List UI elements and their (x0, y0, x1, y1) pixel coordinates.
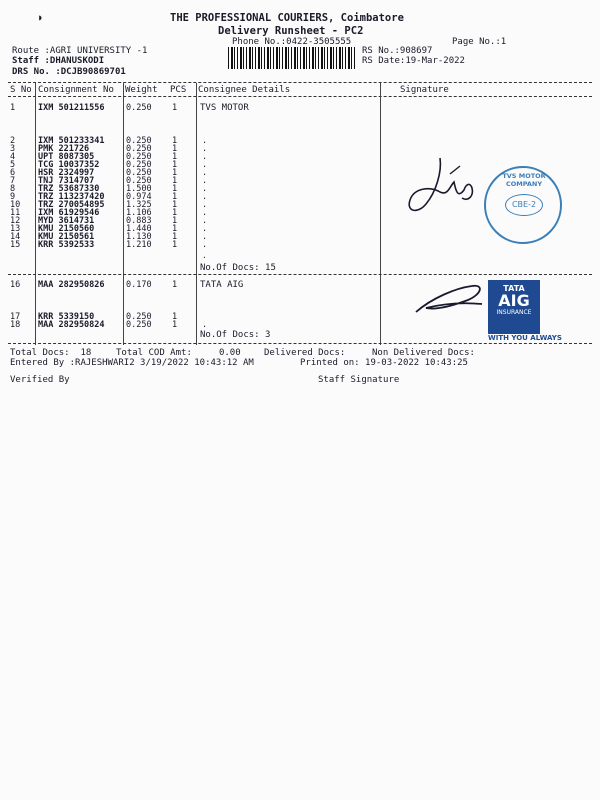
page-number: Page No.:1 (452, 37, 507, 47)
consignment-no: HSR 2324997 (38, 168, 95, 178)
consignment-no: PMK 221726 (38, 144, 90, 154)
pcs: 1 (172, 216, 178, 226)
consignment-no: KRR 5339150 (38, 312, 95, 322)
consignment-no: MAA 282950826 (38, 280, 105, 290)
sno: 13 (10, 224, 21, 234)
divider (8, 82, 592, 83)
weight: 1.440 (126, 224, 152, 234)
weight: 1.500 (126, 184, 152, 194)
pcs: 1 (172, 176, 178, 186)
sno: 7 (10, 176, 16, 186)
sno: 15 (10, 240, 21, 250)
consignment-no: KRR 5392533 (38, 240, 95, 250)
staff-signature: Staff Signature (318, 375, 400, 385)
dot: . (202, 216, 208, 226)
col-consignment: Consignment No (38, 85, 114, 95)
consignment-no: TNJ 7314707 (38, 176, 95, 186)
col-line (123, 83, 124, 345)
logo-mark: ◗ (38, 13, 43, 22)
pcs: 1 (172, 160, 178, 170)
col-line (196, 83, 197, 345)
weight: 0.250 (126, 176, 152, 186)
sno: 4 (10, 152, 16, 162)
divider (8, 96, 592, 97)
phone-number: Phone No.:0422-3505555 (232, 37, 352, 47)
aig-brand: TATA (503, 284, 525, 293)
weight: 0.974 (126, 192, 152, 202)
stamp-center: CBE-2 (505, 194, 543, 216)
col-line (35, 83, 36, 345)
pcs: 1 (172, 192, 178, 202)
stamp-text: TVS MOTOR COMPANY (502, 172, 546, 188)
pcs: 1 (172, 208, 178, 218)
weight: 0.250 (126, 320, 152, 330)
dot: . (202, 251, 207, 260)
weight: 0.250 (126, 144, 152, 154)
dot: . (202, 144, 208, 154)
dot: . (202, 192, 208, 202)
total-docs: Total Docs: 18 (10, 348, 92, 358)
total-cod: Total COD Amt: 0.00 (116, 348, 241, 358)
signature-tvs (400, 152, 490, 222)
dot: . (202, 320, 208, 330)
printed-on: Printed on: 19-03-2022 10:43:25 (300, 358, 468, 368)
dot: . (202, 224, 208, 234)
dot: . (202, 160, 208, 170)
dot: . (202, 136, 208, 146)
col-line (380, 83, 381, 345)
signature-tata (412, 282, 492, 322)
pcs: 1 (172, 280, 178, 290)
divider (8, 274, 592, 275)
non-delivered-docs: Non Delivered Docs: (372, 348, 475, 358)
consignment-no: MAA 282950824 (38, 320, 105, 330)
no-of-docs: No.Of Docs: 15 (200, 263, 276, 273)
consignment-no: KMU 2150561 (38, 232, 95, 242)
sno: 14 (10, 232, 21, 242)
dot: . (202, 232, 208, 242)
col-weight: Weight (125, 85, 158, 95)
weight: 0.250 (126, 103, 152, 113)
col-consignee: Consignee Details (198, 85, 291, 95)
weight: 1.210 (126, 240, 152, 250)
barcode (228, 47, 356, 69)
consignment-no: IXM 501233341 (38, 136, 105, 146)
dot: . (202, 208, 208, 218)
sno: 12 (10, 216, 21, 226)
document-title: Delivery Runsheet - PC2 (218, 25, 364, 37)
rs-number: RS No.:908697 (362, 46, 433, 56)
sno: 11 (10, 208, 21, 218)
pcs: 1 (172, 152, 178, 162)
pcs: 1 (172, 224, 178, 234)
weight: 0.250 (126, 152, 152, 162)
consignment-no: TCG 10037352 (38, 160, 100, 170)
entered-by: Entered By :RAJESHWARI2 3/19/2022 10:43:12 AM (10, 358, 254, 368)
rs-date: RS Date:19-Mar-2022 (362, 56, 465, 66)
dot: . (202, 168, 208, 178)
pcs: 1 (172, 240, 178, 250)
consignment-no: TRZ 270054895 (38, 200, 105, 210)
consignment-no: IXM 501211556 (38, 103, 105, 113)
sno: 16 (10, 280, 21, 290)
sno: 18 (10, 320, 21, 330)
sno: 10 (10, 200, 21, 210)
sno: 6 (10, 168, 16, 178)
sno: 2 (10, 136, 16, 146)
weight: 1.106 (126, 208, 152, 218)
consignment-no: MYD 3614731 (38, 216, 95, 226)
drs-number: DRS No. :DCJB90869701 (12, 67, 126, 77)
aig-tagline: WITH YOU ALWAYS (488, 334, 562, 342)
consignee-name: TATA AIG (200, 280, 244, 290)
weight: 0.170 (126, 280, 152, 290)
pcs: 1 (172, 136, 178, 146)
pcs: 1 (172, 232, 178, 242)
weight: 1.130 (126, 232, 152, 242)
route-label: Route :AGRI UNIVERSITY -1 (12, 46, 148, 56)
dot: . (202, 240, 208, 250)
sno: 9 (10, 192, 16, 202)
no-of-docs: No.Of Docs: 3 (200, 330, 271, 340)
sno: 5 (10, 160, 16, 170)
weight: 0.250 (126, 160, 152, 170)
sno: 1 (10, 103, 16, 113)
pcs: 1 (172, 168, 178, 178)
aig-name: AIG (498, 291, 530, 310)
aig-sub: INSURANCE (496, 309, 532, 316)
dot: . (202, 152, 208, 162)
pcs: 1 (172, 312, 178, 322)
dot: . (202, 184, 208, 194)
consignment-no: IXM 61929546 (38, 208, 100, 218)
staff-label: Staff :DHANUSKODI (12, 56, 105, 66)
pcs: 1 (172, 184, 178, 194)
weight: 0.250 (126, 136, 152, 146)
dot: . (202, 176, 208, 186)
tvs-stamp (484, 166, 562, 244)
dot: . (202, 200, 208, 210)
pcs: 1 (172, 144, 178, 154)
consignment-no: TRZ 113237420 (38, 192, 105, 202)
verified-by: Verified By (10, 375, 70, 385)
weight: 0.883 (126, 216, 152, 226)
pcs: 1 (172, 103, 178, 113)
weight: 1.325 (126, 200, 152, 210)
sno: 8 (10, 184, 16, 194)
consignment-no: KMU 2150560 (38, 224, 95, 234)
delivered-docs: Delivered Docs: (264, 348, 346, 358)
pcs: 1 (172, 200, 178, 210)
weight: 0.250 (126, 312, 152, 322)
sno: 17 (10, 312, 21, 322)
company-title: THE PROFESSIONAL COURIERS, Coimbatore (170, 12, 404, 24)
consignment-no: TRZ 53687330 (38, 184, 100, 194)
col-sno: S No (10, 85, 32, 95)
col-pcs: PCS (170, 85, 187, 95)
tata-aig-stamp (488, 280, 540, 334)
col-signature: Signature (400, 85, 449, 95)
weight: 0.250 (126, 168, 152, 178)
sno: 3 (10, 144, 16, 154)
consignee-name: TVS MOTOR (200, 103, 249, 113)
consignment-no: UPT 8087305 (38, 152, 95, 162)
divider (8, 343, 592, 344)
pcs: 1 (172, 320, 178, 330)
